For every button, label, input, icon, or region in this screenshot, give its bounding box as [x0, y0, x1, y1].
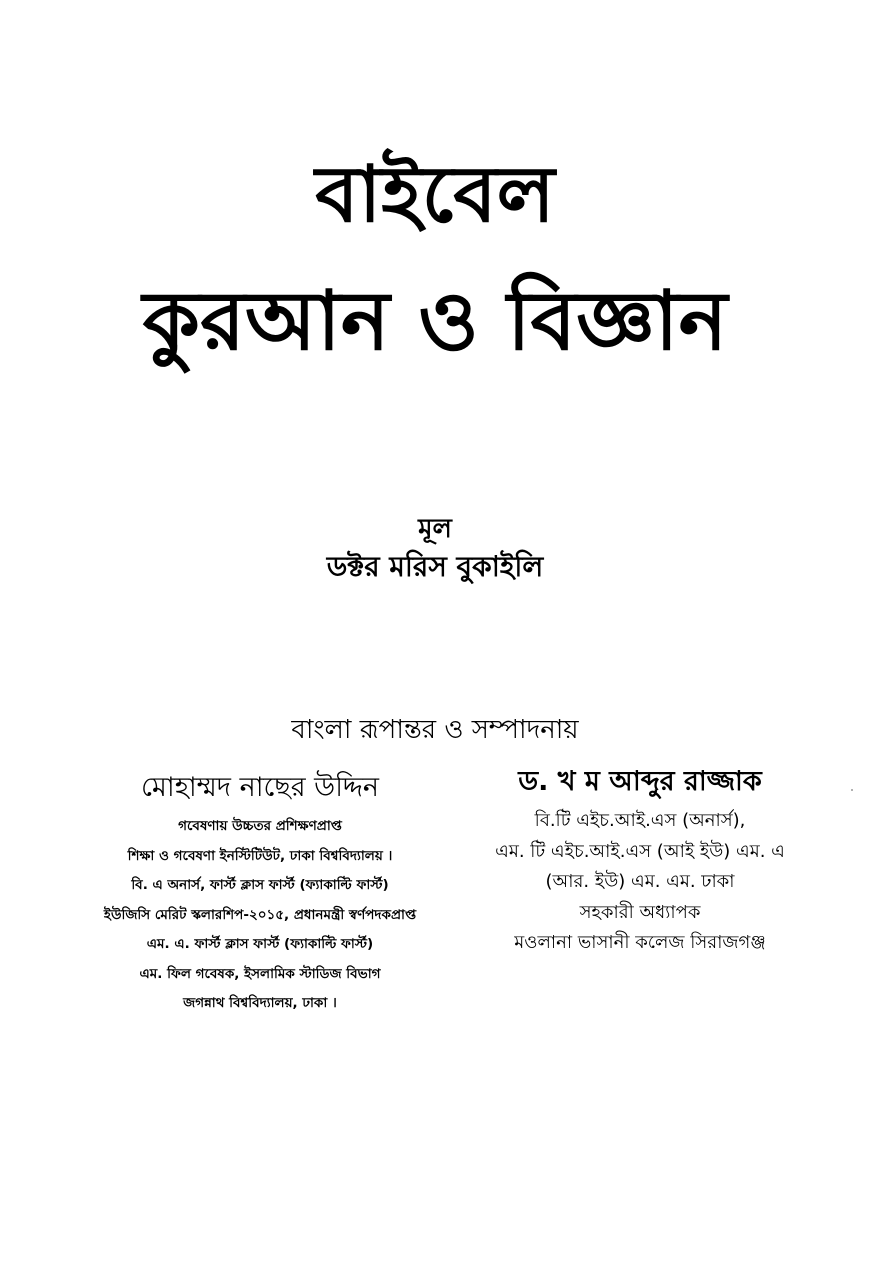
translator-right-block	[460, 762, 820, 959]
credential-line: বি. এ অনার্স, ফার্স্ট ক্লাস ফার্স্ট (ফ্যাকাল্টি ফার্স্ট)	[131, 877, 389, 893]
credential-line: (আর. ইউ) এম. এম. ঢাকা	[545, 871, 735, 892]
book-title-line-2: কুরআন ও বিজ্ঞান	[142, 274, 728, 369]
credential-line: শিক্ষা ও গবেষণা ইনস্টিটিউট, ঢাকা বিশ্ববিদ্যালয় ।	[127, 847, 393, 864]
translator-right-credentials	[460, 806, 820, 959]
translation-heading: বাংলা রূপান্তর ও সম্পাদনায়	[291, 715, 579, 745]
credential-line: গবেষণায় উচ্চতর প্রশিক্ষণপ্রাপ্ত	[178, 818, 342, 834]
translator-right-name: ড. খ ম আব্দুর রাজ্জাক	[518, 766, 762, 797]
credential-line: সহকারী অধ্যাপক	[579, 901, 701, 923]
translator-left-block	[70, 768, 450, 1019]
scan-speck	[851, 789, 853, 791]
credential-line: এম. ফিল গবেষক, ইসলামিক স্টাডিজ বিভাগ	[139, 965, 381, 982]
credential-line: এম. টি এইচ.আই.এস (আই ইউ) এম. এ	[495, 840, 785, 862]
credential-line: ইউজিসি মেরিট স্কলারশিপ-২০১৫, প্রধানমন্ত্রী স্বর্ণপদকপ্রাপ্ত	[103, 906, 417, 923]
original-author: ডক্টর মরিস বুকাইলি	[326, 550, 544, 583]
translator-left-credentials	[70, 812, 450, 1019]
credential-line: মওলানা ভাসানী কলেজ সিরাজগঞ্জ	[514, 932, 766, 953]
original-label: মূল	[418, 514, 452, 544]
book-title-line-1: বাইবেল	[315, 150, 555, 240]
credential-line: জগন্নাথ বিশ্ববিদ্যালয়, ঢাকা ।	[183, 995, 337, 1011]
credential-line: বি.টি এইচ.আই.এস (অনার্স),	[534, 810, 746, 831]
credential-line: এম. এ. ফার্স্ট ক্লাস ফার্স্ট (ফ্যাকাল্টি ফার্স্ট)	[146, 936, 374, 952]
translator-left-name: মোহাম্মদ নাছের উদ্দিন	[140, 772, 380, 803]
